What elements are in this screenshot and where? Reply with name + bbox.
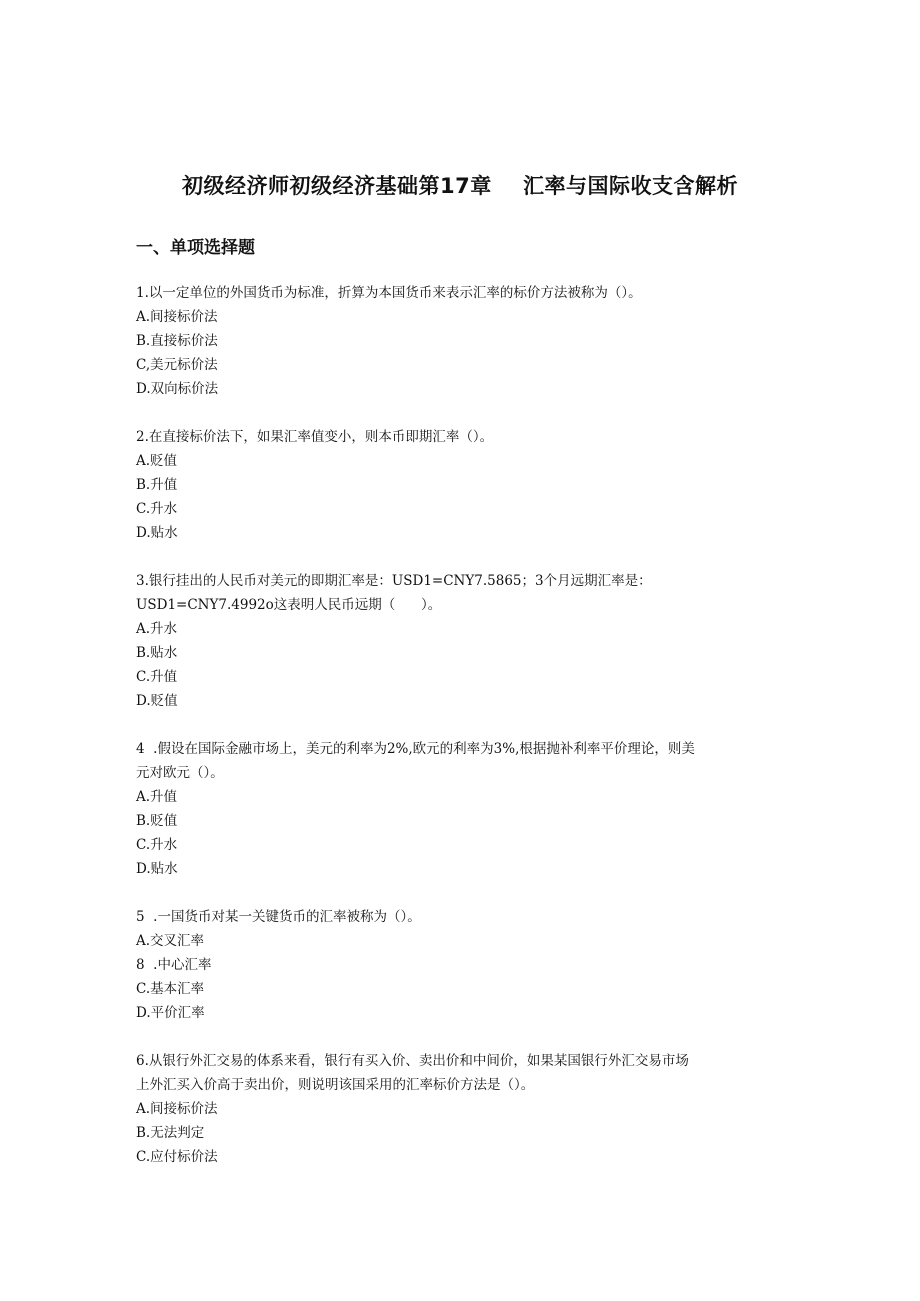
section-heading: 一、单项选择题 xyxy=(136,238,255,258)
answer-option: B.无法判定 xyxy=(136,1125,205,1141)
answer-option: B.贬值 xyxy=(136,813,178,829)
answer-option: D.贴水 xyxy=(136,861,178,877)
question-item xyxy=(136,281,786,401)
answer-option: D.贬值 xyxy=(136,693,178,709)
answer-option: C.基本汇率 xyxy=(136,981,205,997)
question-stem: 2.在直接标价法下，如果汇率值变小，则本币即期汇率（）。 xyxy=(136,429,494,445)
answer-option: D.贴水 xyxy=(136,525,178,541)
answer-option: C.升水 xyxy=(136,501,178,517)
question-item xyxy=(136,1049,786,1169)
answer-option: C.升水 xyxy=(136,837,178,853)
question-stem: 3.银行挂出的人民币对美元的即期汇率是：USD1=CNY7.5865；3个月远期汇率是： xyxy=(136,573,652,589)
answer-option: A.升水 xyxy=(136,621,178,637)
answer-option: B.贴水 xyxy=(136,645,178,661)
question-stem: 元对欧元（）。 xyxy=(136,765,224,781)
answer-option: C.升值 xyxy=(136,669,178,685)
question-stem: 5 .一国货币对某一关键货币的汇率被称为（）。 xyxy=(136,909,421,925)
question-item xyxy=(136,737,786,881)
answer-option: A.升值 xyxy=(136,789,178,805)
question-stem: 6.从银行外汇交易的体系来看，银行有买入价、卖出价和中间价，如果某国银行外汇交易市场 xyxy=(136,1053,689,1069)
question-item xyxy=(136,425,786,545)
answer-option: C,美元标价法 xyxy=(136,357,218,373)
answer-option: B.直接标价法 xyxy=(136,333,218,349)
answer-option: C.应付标价法 xyxy=(136,1149,218,1165)
question-stem: USD1=CNY7.4992o这表明人民币远期（ ）。 xyxy=(136,597,442,613)
question-stem: 1.以一定单位的外国货币为标准，折算为本国货币来表示汇率的标价方法被称为（）。 xyxy=(136,285,642,301)
document-title: 初级经济师初级经济基础第17章 汇率与国际收支含解析 xyxy=(182,174,738,198)
answer-option: A.贬值 xyxy=(136,453,178,469)
question-stem: 上外汇买入价高于卖出价，则说明该国采用的汇率标价方法是（）。 xyxy=(136,1077,535,1093)
answer-option: D.双向标价法 xyxy=(136,381,219,397)
answer-option: B.升值 xyxy=(136,477,178,493)
question-stem: 4 .假设在国际金融市场上，美元的利率为2%,欧元的利率为3%,根据抛补利率平价理论，则美 xyxy=(136,741,695,757)
question-list xyxy=(136,281,786,1193)
answer-option: A.间接标价法 xyxy=(136,309,218,325)
answer-option: A.间接标价法 xyxy=(136,1101,218,1117)
answer-option: D.平价汇率 xyxy=(136,1005,205,1021)
question-item xyxy=(136,905,786,1025)
question-item xyxy=(136,569,786,713)
answer-option: A.交叉汇率 xyxy=(136,933,205,949)
answer-option: 8 .中心汇率 xyxy=(136,957,212,973)
